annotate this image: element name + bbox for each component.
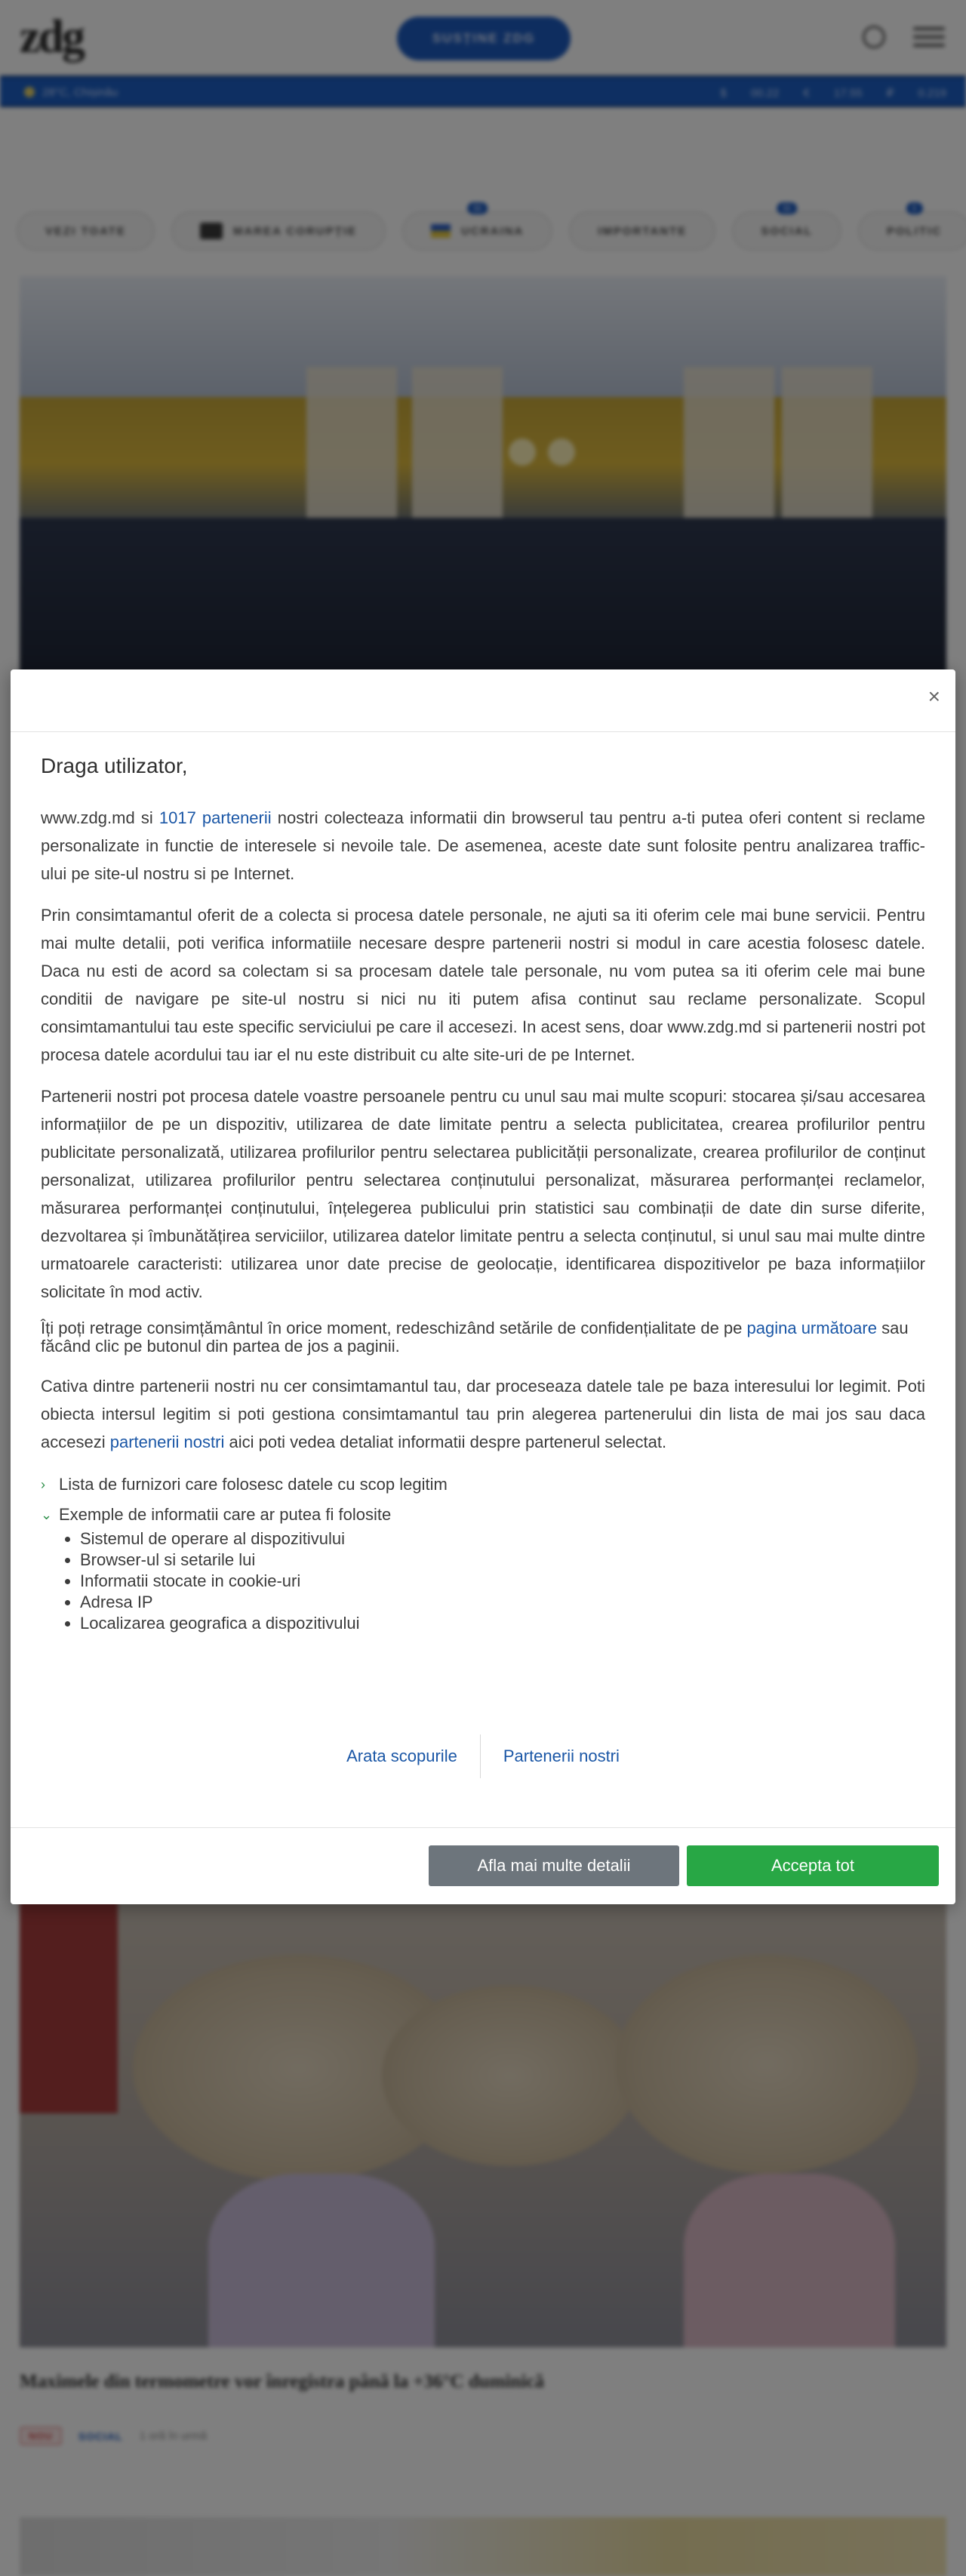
chevron-down-icon: ⌄ <box>41 1507 53 1522</box>
consent-paragraph: Prin consimtamantul oferit de a colecta si procesa datele personale, ne ajuti sa iti oferim cele mai bune servicii. Pentru mai multe detalii, poti verifica informatiile necesare despre partenerii nostri si modul in care acestia folosesc datele. Daca nu esti de acord sa colectam si sa procesam datele tale personale, nu vom putea sa iti oferim cele mai bune conditii de navigare pe site-ul nostru si nici nu iti putem afisa continut sau reclame personalizate. Scopul consimtamantului tau este specific serviciului pe care il accesezi. In acest sens, doar www.zdg.md si partenerii nostri pot procesa datele acordului tau iar el nu este distribuit cu alte site-uri de pe Internet. <box>41 906 925 1064</box>
divider <box>11 1827 955 1828</box>
consent-modal <box>11 669 955 1904</box>
list-item: • Adresa IP <box>80 1592 925 1613</box>
list-item: • Informatii stocate in cookie-uri <box>80 1571 925 1592</box>
modal-title: Draga utilizator, <box>41 754 188 777</box>
list-item: • Sistemul de operare al dispozitivului <box>80 1528 925 1550</box>
close-icon[interactable]: × <box>928 685 940 708</box>
our-partners-button[interactable]: Partenerii nostri <box>503 1747 620 1765</box>
next-page-link[interactable]: pagina următoare <box>746 1319 877 1337</box>
accept-all-button[interactable]: Accepta tot <box>687 1845 939 1886</box>
intro-paragraph: www.zdg.md si 1017 partenerii nostri colecteaza informatii din browserul tau pentru a-ti putea oferi content si reclame personalizate in functie de interesele si nevoile tale. De asemenea, aceste date sunt folosite pentru analizarea traffic-ului pe site-ul nostru si pe Internet. <box>41 808 925 883</box>
show-purposes-link[interactable]: Arata scopurile <box>346 1747 457 1765</box>
examples-list <box>80 1528 925 1634</box>
more-details-button[interactable]: Afla mai multe detalii <box>429 1845 679 1886</box>
legitimate-interest-paragraph: Cativa dintre partenerii nostri nu cer consimtamantul tau, dar proceseaza datele tale pe baza interesului lor legimit. Poti obiecta intersul legitim si poti gestiona consimtamantul tau prin alegerea partenerului din lista de mai jos sau daca accesezi partenerii nostri aici poti vedea detaliat informatii despre partenerul selectat. <box>41 1377 925 1451</box>
chevron-right-icon: › <box>41 1477 45 1492</box>
partners-count-link[interactable]: 1017 partenerii <box>158 808 272 827</box>
withdraw-paragraph: Îți poți retrage consimțământul în orice moment, redeschizând setările de confidențialitate de pe pagina următoare sau făcând clic pe butonul din partea de jos a paginii. <box>41 1319 909 1356</box>
vendors-toggle[interactable]: › Lista de furnizori care folosesc datele cu scop legitim <box>41 1470 925 1500</box>
consent-body <box>41 754 925 1634</box>
divider <box>11 731 955 732</box>
list-item: • Localizarea geografica a dispozitivului <box>80 1613 925 1634</box>
our-partners-link[interactable]: partenerii nostri <box>109 1433 225 1451</box>
purposes-paragraph: Partenerii nostri pot procesa datele voastre persoanele pentru cu unul sau mai multe scopuri: stocarea și/sau accesarea informațiilor de pe un dispozitiv, utilizarea de date limitate pentru a selecta publicitatea, crearea profilurilor pentru publicitate personalizată, utilizarea profilurilor pentru selectarea publicității personalizate, crearea profilurilor de conținut personalizat, utilizarea profilurilor pentru selectarea conținutului personalizat, măsurarea performanței reclamelor, măsurarea performanței conținutului, înțelegerea publicului prin statistici sau combinații de date din surse diferite, dezvoltarea și îmbunătățirea serviciilor, utilizarea datelor limitate pentru a selecta conținutul, si unul sau mai multe dintre urmatoarele caracteristi: utilizarea unor date precise de geolocație, identificarea dispozitivelor pe baza informațiilor solicitate în mod activ. <box>41 1087 925 1301</box>
list-item: • Browser-ul si setarile lui <box>80 1550 925 1571</box>
modal-links <box>11 1734 955 1779</box>
examples-toggle[interactable]: ⌄ Exemple de informatii care ar putea fi folosite <box>41 1500 925 1530</box>
